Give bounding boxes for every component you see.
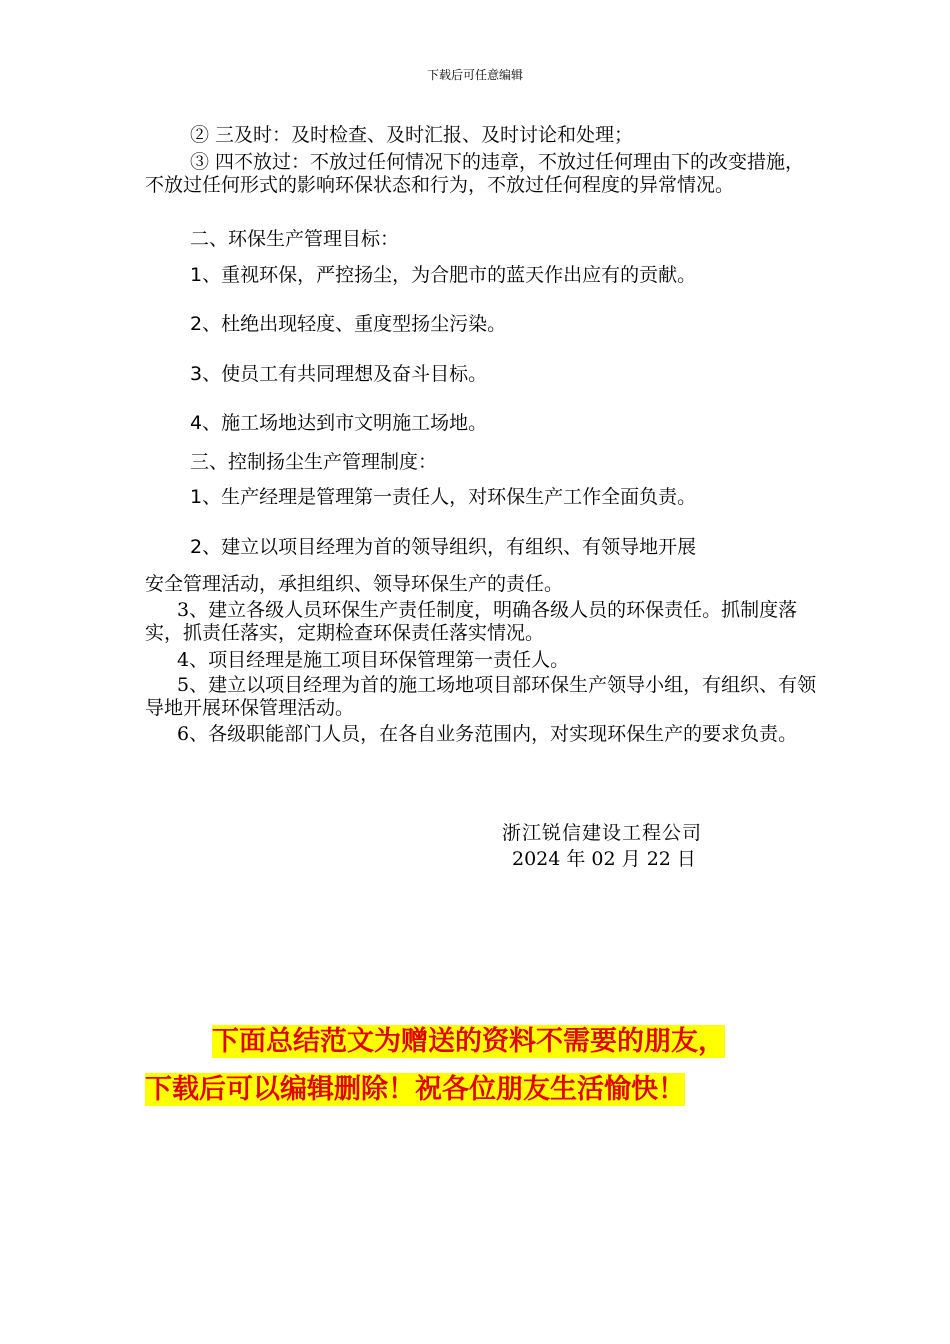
rule-item-2-line-1: 2、建立以项目经理为首的领导组织，有组织、有领导地开展 [190,536,697,558]
section-heading-goals: 二、环保生产管理目标： [190,228,400,250]
goal-item-2: 2、杜绝出现轻度、重度型扬尘污染。 [190,313,507,335]
goal-item-4: 4、施工场地达到市文明施工场地。 [190,412,488,434]
page-header: 下载后可任意编辑 [426,68,523,82]
rule-item-2-line-2: 安全管理活动，承担组织、领导环保生产的责任。 [145,573,564,595]
rule-item-4: 4、项目经理是施工项目环保管理第一责任人。 [177,649,570,671]
paragraph-three-timely: ② 三及时：及时检查、及时汇报、及时讨论和处理； [190,124,634,146]
paragraph-four-no-pass: ③ 四不放过：不放过任何情况下的违章，不放过任何理由下的改变措施，不放过任何形式的影响环保状态和行为，不放过任何程度的异常情况。 [145,151,805,196]
signature-company: 浙江锐信建设工程公司 [502,822,703,844]
section-heading-rules: 三、控制扬尘生产管理制度： [190,451,438,473]
signature-date: 2024 年 02 月 22 日 [512,848,696,870]
notice-line-1: 下面总结范文为赠送的资料不需要的朋友， [212,1026,725,1057]
notice-line-2: 下载后可以编辑删除！祝各位朋友生活愉快！ [145,1074,685,1105]
goal-item-3: 3、使员工有共同理想及奋斗目标。 [190,363,488,385]
rule-item-6: 6、各级职能部门人员，在各自业务范围内，对实现环保生产的要求负责。 [177,723,798,745]
rule-item-3: 3、建立各级人员环保生产责任制度，明确各级人员的环保责任。抓制度落实，抓责任落实，定期检查环保责任落实情况。 [145,599,798,644]
rule-item-5: 5、建立以项目经理为首的施工场地项目部环保生产领导小组，有组织、有领导地开展环保管理活动。 [145,674,817,719]
rule-item-1: 1、生产经理是管理第一责任人，对环保生产工作全面负责。 [190,486,697,508]
goal-item-1: 1、重视环保，严控扬尘，为合肥市的蓝天作出应有的贡献。 [190,264,697,286]
